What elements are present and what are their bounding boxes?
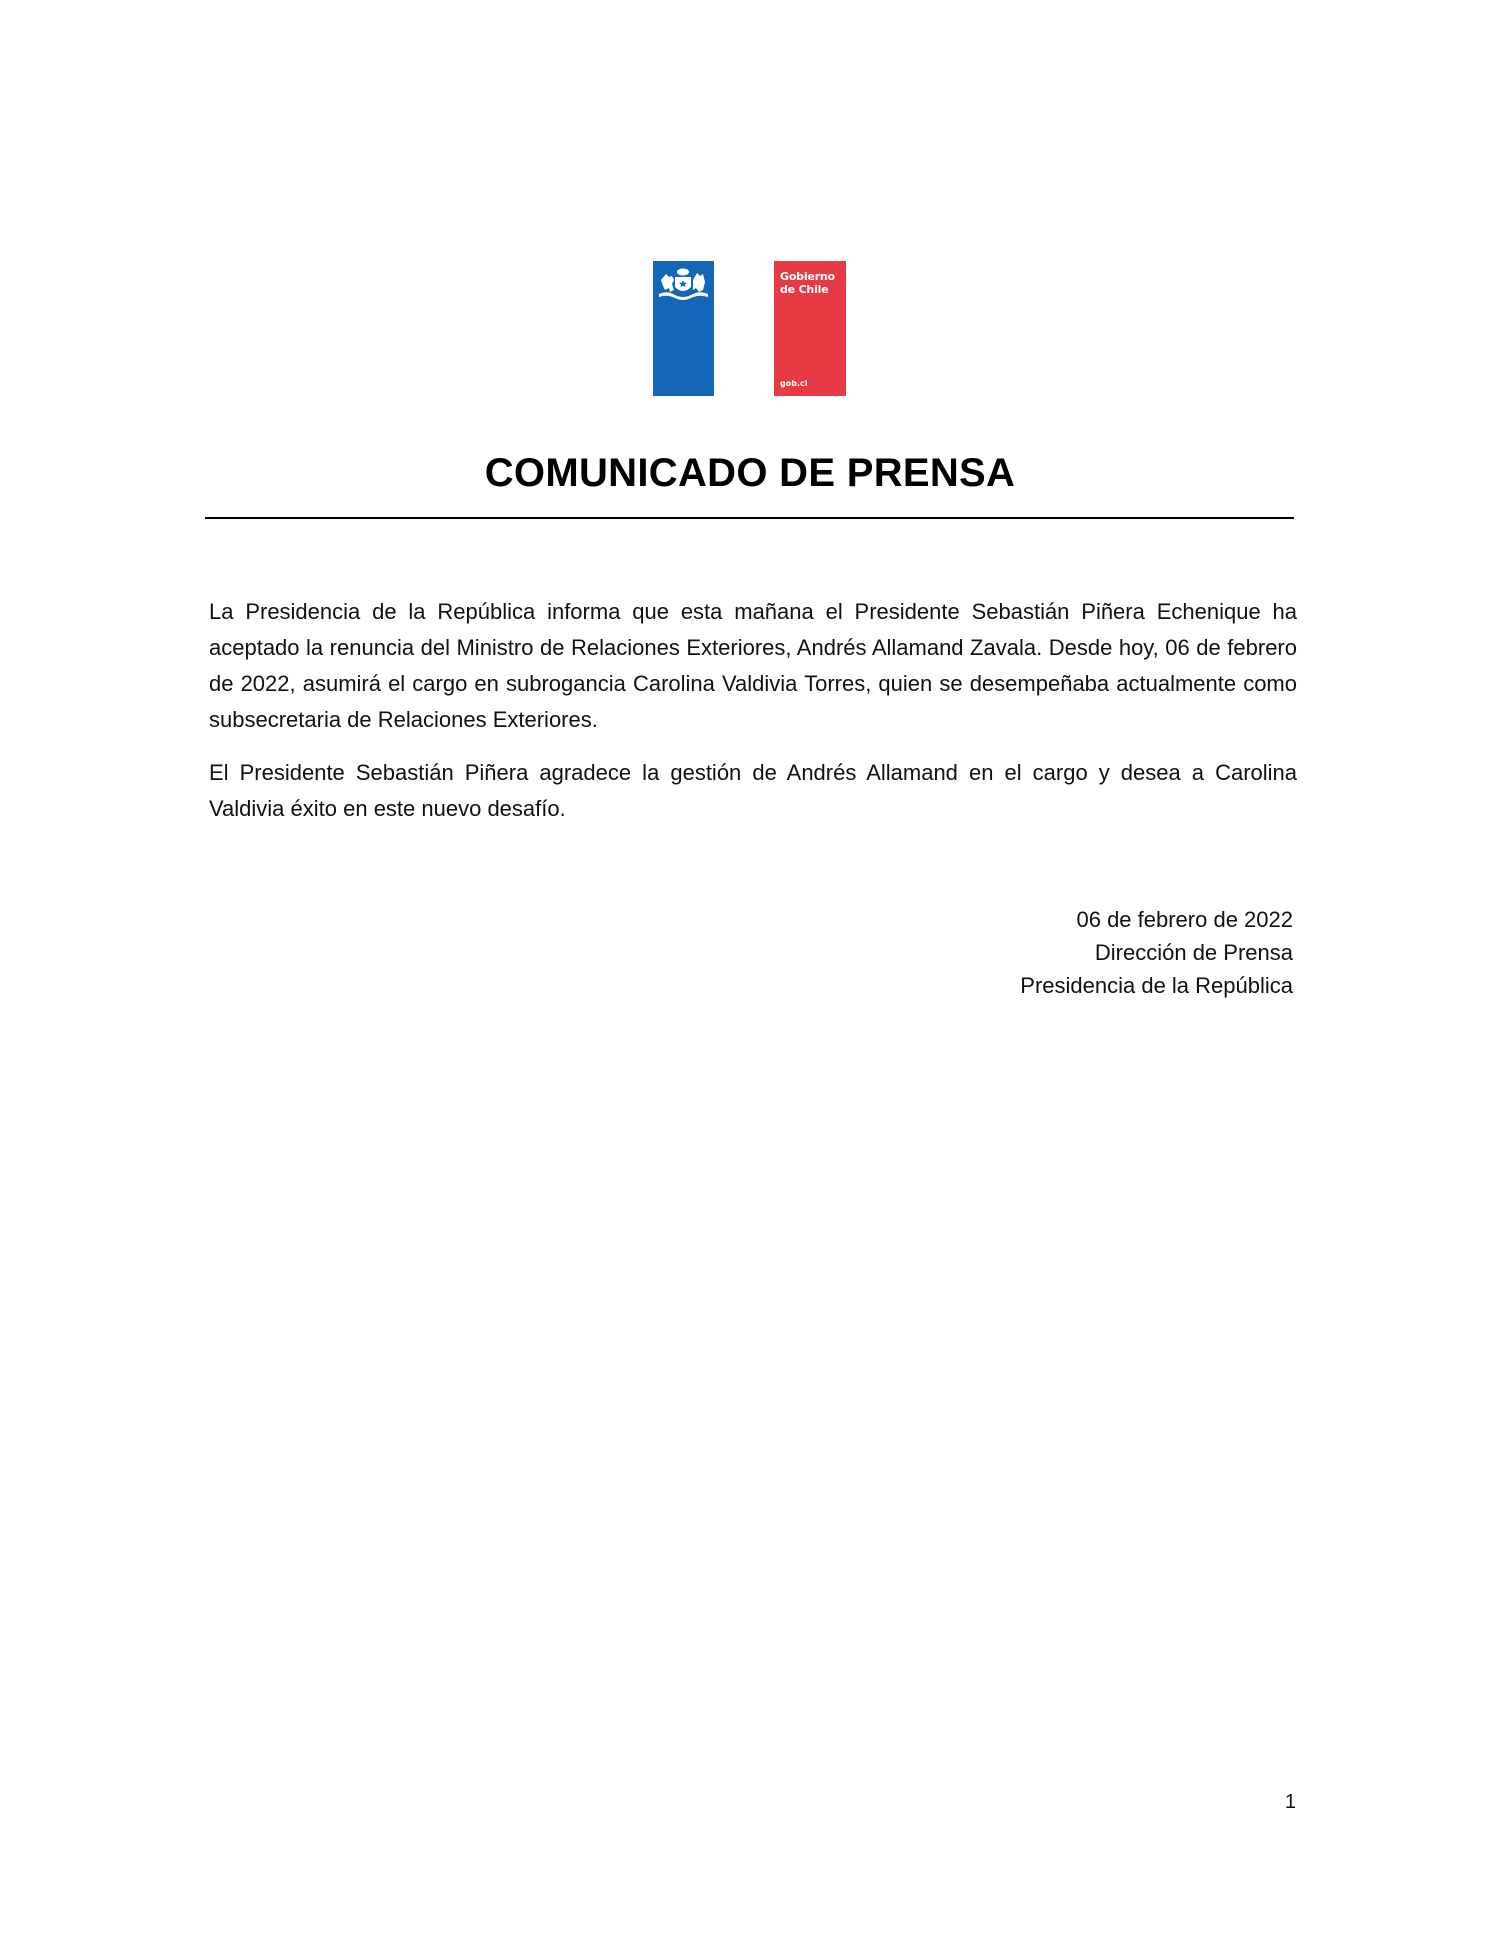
- paragraph: La Presidencia de la República informa que esta mañana el Presidente Sebastián Piñera Echenique ha aceptado la renuncia del Ministro de Relaciones Exteriores, Andrés Allamand Zavala. Desde hoy, 06 de febrero de 2022, asumirá el cargo en subrogancia Carolina Valdivia Torres, quien se desempeñaba actualmente como subsecretaria de Relaciones Exteriores.: [209, 599, 1297, 732]
- page-title: COMUNICADO DE PRENSA: [484, 451, 1016, 495]
- gobierno-de-chile-logo: [774, 261, 846, 396]
- logo-brand-text: Gobierno de Chile: [780, 270, 835, 296]
- signature-date: 06 de febrero de 2022: [1076, 907, 1293, 932]
- page-number: 1: [1284, 1791, 1296, 1813]
- press-release-body: [209, 594, 1297, 844]
- government-logo-blue: [653, 261, 714, 396]
- chile-coat-of-arms-icon: [657, 268, 710, 302]
- signature-office: Dirección de Prensa: [1094, 940, 1293, 965]
- logo-url-text: gob.cl: [780, 379, 808, 388]
- paragraph: El Presidente Sebastián Piñera agradece la gestión de Andrés Allamand en el cargo y desea a Carolina Valdivia éxito en este nuevo desafío.: [209, 760, 1297, 821]
- signature-block: [1020, 903, 1293, 1002]
- title-divider: [205, 517, 1294, 519]
- signature-institution: Presidencia de la República: [1020, 973, 1293, 998]
